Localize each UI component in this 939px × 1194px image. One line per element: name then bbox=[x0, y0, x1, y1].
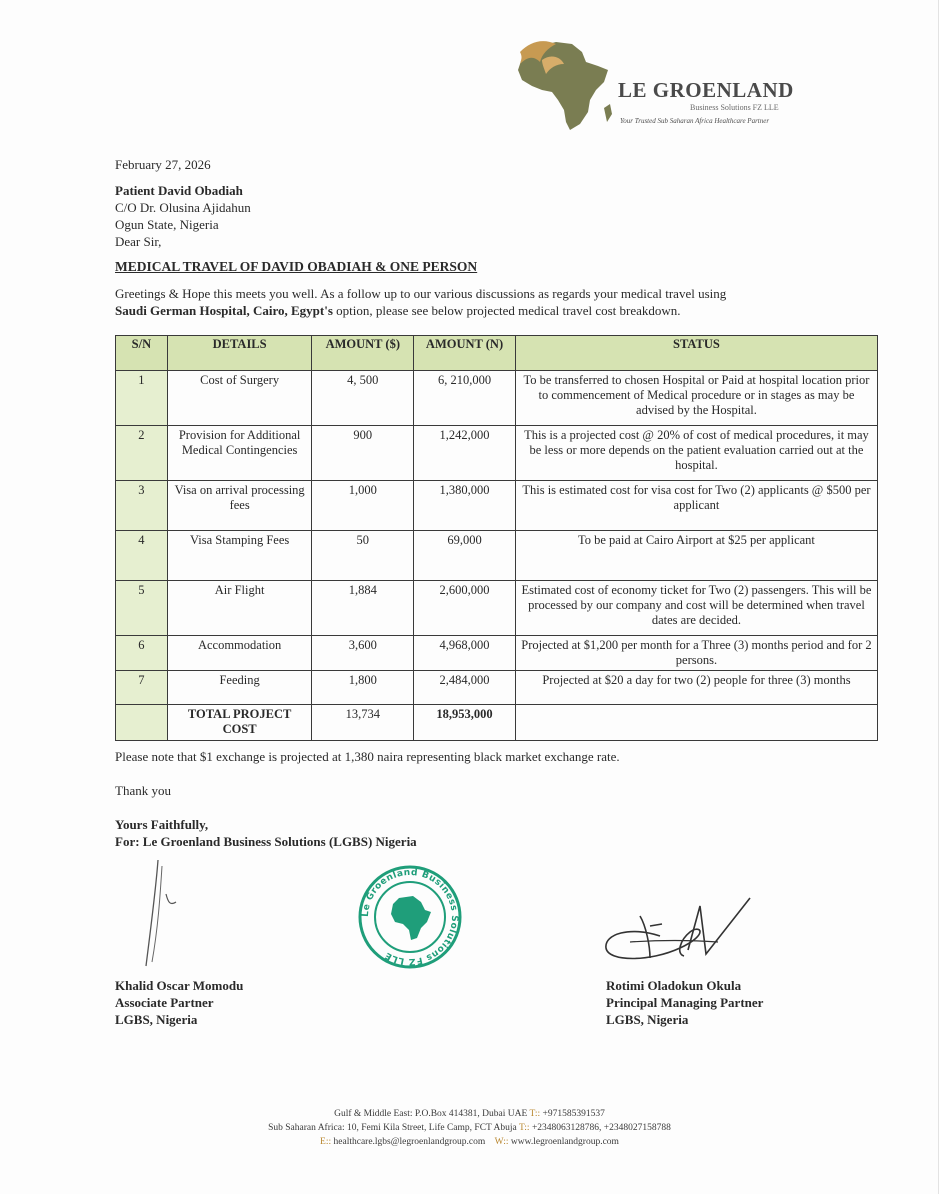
letter-subject: MEDICAL TRAVEL OF DAVID OBADIAH & ONE PERSON bbox=[115, 259, 478, 274]
table-row bbox=[116, 426, 878, 481]
africa-map-icon bbox=[512, 34, 622, 134]
brand-subtitle: Business Solutions FZ LLE bbox=[690, 103, 779, 112]
closing: Yours Faithfully, bbox=[115, 817, 209, 832]
table-row bbox=[116, 636, 878, 671]
table-row bbox=[116, 371, 878, 426]
header-amount-ngn: AMOUNT (N) bbox=[414, 336, 516, 371]
footer-africa-phones: +2348063128786, +2348027158788 bbox=[531, 1123, 671, 1133]
signature-left bbox=[140, 858, 200, 973]
care-of: C/O Dr. Olusina Ajidahun bbox=[115, 200, 251, 215]
total-amount-ngn: 18,953,000 bbox=[414, 705, 516, 741]
header-status: STATUS bbox=[515, 336, 877, 371]
header-details: DETAILS bbox=[167, 336, 312, 371]
row-amount-usd: 3,600 bbox=[312, 636, 414, 671]
exchange-note: Please note that $1 exchange is projected at 1,380 naira representing black market exchange rate. bbox=[115, 749, 620, 764]
row-status: This is a projected cost @ 20% of cost of medical procedures, it may be less or more depends on the patient evaluation carried out at the hospital. bbox=[515, 426, 877, 481]
brand-tagline: Your Trusted Sub Saharan Africa Healthcare Partner bbox=[620, 117, 770, 125]
row-amount-usd: 50 bbox=[312, 531, 414, 581]
row-details: Cost of Surgery bbox=[167, 371, 312, 426]
row-details: Provision for Additional Medical Contingencies bbox=[167, 426, 312, 481]
row-amount-usd: 1,000 bbox=[312, 481, 414, 531]
row-sn: 4 bbox=[116, 531, 168, 581]
right-signatory-name: Rotimi Oladokun Okula bbox=[606, 978, 742, 993]
row-status: This is estimated cost for visa cost for Two (2) applicants @ $500 per applicant bbox=[515, 481, 877, 531]
row-sn: 6 bbox=[116, 636, 168, 671]
row-status: To be transferred to chosen Hospital or Paid at hospital location prior to commencement of Medical procedure or in stages as may be advised by the Hospital. bbox=[515, 371, 877, 426]
row-amount-ngn: 1,242,000 bbox=[414, 426, 516, 481]
footer-line-2 bbox=[0, 1122, 939, 1135]
seal-text: Le Groenland Business Solutions FZ LLE bbox=[360, 867, 460, 967]
footer-africa-address: Sub Saharan Africa: 10, Femi Kila Street, Life Camp, FCT Abuja bbox=[268, 1123, 517, 1133]
row-details: Air Flight bbox=[167, 581, 312, 636]
row-amount-ngn: 69,000 bbox=[414, 531, 516, 581]
footer-website[interactable]: www.legroenlandgroup.com bbox=[510, 1137, 619, 1147]
intro-line-2-rest: option, please see below projected medical travel cost breakdown. bbox=[332, 303, 681, 318]
header-sn: S/N bbox=[116, 336, 168, 371]
header-amount-usd: AMOUNT ($) bbox=[312, 336, 414, 371]
cost-breakdown-table bbox=[115, 335, 878, 741]
row-status: Projected at $20 a day for two (2) people for three (3) months bbox=[515, 671, 877, 705]
row-status: Projected at $1,200 per month for a Three (3) months period and for 2 persons. bbox=[515, 636, 877, 671]
table-row bbox=[116, 481, 878, 531]
left-signatory-name: Khalid Oscar Momodu bbox=[115, 978, 244, 993]
row-amount-ngn: 6, 210,000 bbox=[414, 371, 516, 426]
footer-email[interactable]: healthcare.lgbs@legroenlandgroup.com bbox=[333, 1137, 486, 1147]
footer-web-label: W:: bbox=[494, 1137, 509, 1147]
company-logo bbox=[512, 34, 812, 134]
letter-date: February 27, 2026 bbox=[115, 157, 211, 172]
row-details: Feeding bbox=[167, 671, 312, 705]
total-row bbox=[116, 705, 878, 741]
row-sn: 3 bbox=[116, 481, 168, 531]
row-details: Visa Stamping Fees bbox=[167, 531, 312, 581]
brand-name: LE GROENLAND bbox=[618, 78, 794, 102]
row-status: To be paid at Cairo Airport at $25 per applicant bbox=[515, 531, 877, 581]
recipient-name: Patient David Obadiah bbox=[115, 183, 243, 198]
left-signatory-title: Associate Partner bbox=[115, 995, 214, 1010]
row-details: Visa on arrival processing fees bbox=[167, 481, 312, 531]
footer-phone-label: T:: bbox=[518, 1123, 530, 1133]
left-signatory-org: LGBS, Nigeria bbox=[115, 1012, 198, 1027]
table-row bbox=[116, 531, 878, 581]
row-amount-ngn: 2,484,000 bbox=[414, 671, 516, 705]
row-amount-ngn: 2,600,000 bbox=[414, 581, 516, 636]
table-row bbox=[116, 671, 878, 705]
total-status-cell bbox=[515, 705, 877, 741]
row-sn: 1 bbox=[116, 371, 168, 426]
intro-line-1: Greetings & Hope this meets you well. As a follow up to our various discussions as regards your medical travel using bbox=[115, 286, 727, 301]
right-signatory-org: LGBS, Nigeria bbox=[606, 1012, 689, 1027]
row-status: Estimated cost of economy ticket for Two (2) passengers. This will be processed by our company and cost will be determined when travel dates are decided. bbox=[515, 581, 877, 636]
row-amount-usd: 1,800 bbox=[312, 671, 414, 705]
total-label: TOTAL PROJECT COST bbox=[167, 705, 312, 741]
table-row bbox=[116, 581, 878, 636]
row-sn: 2 bbox=[116, 426, 168, 481]
total-amount-usd: 13,734 bbox=[312, 705, 414, 741]
table-header-row bbox=[116, 336, 878, 371]
row-details: Accommodation bbox=[167, 636, 312, 671]
row-sn: 5 bbox=[116, 581, 168, 636]
footer-phone-label: T:: bbox=[529, 1109, 541, 1119]
row-amount-usd: 900 bbox=[312, 426, 414, 481]
footer-gulf-phone: +971585391537 bbox=[542, 1109, 605, 1119]
footer-gulf-address: Gulf & Middle East: P.O.Box 414381, Dubai UAE bbox=[334, 1109, 528, 1119]
signature-right bbox=[600, 896, 760, 976]
row-amount-usd: 4, 500 bbox=[312, 371, 414, 426]
footer-line-1 bbox=[0, 1108, 939, 1121]
footer-email-label: E:: bbox=[320, 1137, 332, 1147]
intro-line-2 bbox=[115, 303, 681, 319]
thank-you: Thank you bbox=[115, 783, 171, 798]
salutation: Dear Sir, bbox=[115, 234, 162, 249]
row-amount-ngn: 4,968,000 bbox=[414, 636, 516, 671]
row-amount-ngn: 1,380,000 bbox=[414, 481, 516, 531]
for-company: For: Le Groenland Business Solutions (LGBS) Nigeria bbox=[115, 834, 417, 849]
recipient-location: Ogun State, Nigeria bbox=[115, 217, 219, 232]
total-sn-cell bbox=[116, 705, 168, 741]
row-sn: 7 bbox=[116, 671, 168, 705]
row-amount-usd: 1,884 bbox=[312, 581, 414, 636]
right-signatory-title: Principal Managing Partner bbox=[606, 995, 764, 1010]
company-seal bbox=[357, 864, 463, 975]
hospital-name: Saudi German Hospital, Cairo, Egypt's bbox=[115, 303, 333, 318]
footer-line-3 bbox=[0, 1136, 939, 1149]
